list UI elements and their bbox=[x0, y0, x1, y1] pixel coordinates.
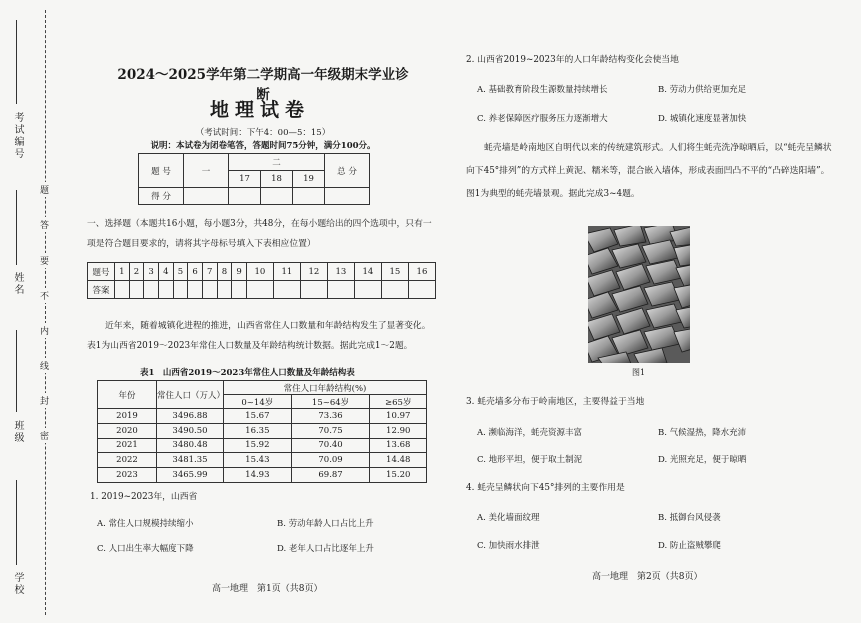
t1-cell: 2021 bbox=[98, 438, 157, 453]
t1-cell: 13.68 bbox=[370, 438, 427, 453]
answer-cell[interactable] bbox=[173, 281, 188, 299]
answer-cell[interactable] bbox=[115, 281, 130, 299]
q2-option-c[interactable]: C. 养老保障医疗服务压力逐渐增大 bbox=[477, 114, 608, 124]
answer-num: 13 bbox=[327, 263, 354, 281]
school-line bbox=[16, 480, 17, 565]
q1-option-a[interactable]: A. 常住人口规模持续缩小 bbox=[97, 519, 194, 529]
answer-cell[interactable] bbox=[381, 281, 408, 299]
answer-num: 10 bbox=[246, 263, 273, 281]
score-h-total: 总 分 bbox=[325, 154, 370, 188]
t1-cell: 3481.35 bbox=[157, 453, 224, 468]
seal-char-5: 内 bbox=[40, 323, 49, 338]
passage-2: 蚝壳墙是岭南地区自明代以来的传统建筑形式。人们将生蚝壳洗净晾晒后，以“蚝壳呈鳞状向下45°排列”的方式样上黄泥、糯米等，混合嵌入墙体，形成表面凹凸不平的“凸碎迭阳墙”。图1为典型的蚝壳墙景观。据此完成3~4题。 bbox=[466, 143, 832, 199]
answer-cell[interactable] bbox=[188, 281, 203, 299]
answer-num: 11 bbox=[273, 263, 300, 281]
answer-num: 8 bbox=[217, 263, 232, 281]
t1-cell: 3465.99 bbox=[157, 468, 224, 483]
answer-cell[interactable] bbox=[129, 281, 144, 299]
population-table bbox=[97, 380, 427, 483]
q1-option-b[interactable]: B. 劳动年龄人口占比上升 bbox=[277, 519, 374, 529]
t1-cell: 3490.50 bbox=[157, 423, 224, 438]
t1-h-col: 15~64岁 bbox=[291, 395, 370, 409]
passage-1: 近年来，随着城镇化进程的推进，山西省常住人口数量和年龄结构发生了显著变化。表1为山西省2019～2023年常住人口数量及年龄结构统计数据。据此完成1～2题。 bbox=[87, 321, 431, 351]
answer-cell[interactable] bbox=[354, 281, 381, 299]
binding-strip bbox=[0, 0, 60, 623]
exam-time: （考试时间：下午4：00—5：15） bbox=[195, 128, 331, 138]
t1-cell: 2022 bbox=[98, 453, 157, 468]
t1-cell: 3480.48 bbox=[157, 438, 224, 453]
t1-cell: 69.87 bbox=[291, 468, 370, 483]
page-footer-2: 高一地理 第2页（共8页） bbox=[592, 572, 703, 582]
binding-dashed-line bbox=[45, 10, 46, 615]
t1-cell: 70.75 bbox=[291, 423, 370, 438]
answer-num: 1 bbox=[115, 263, 130, 281]
q2-option-d[interactable]: D. 城镇化速度显著加快 bbox=[658, 114, 747, 124]
q2-stem: 2. 山西省2019~2023年的人口年龄结构变化会使当地 bbox=[466, 55, 679, 65]
q3-option-d[interactable]: D. 光照充足，便于晾晒 bbox=[658, 455, 747, 465]
exam-note: 说明：本试卷为闭卷笔答，答题时间75分钟，满分100分。 bbox=[150, 141, 376, 151]
t1-cell: 15.92 bbox=[224, 438, 292, 453]
answer-num: 7 bbox=[202, 263, 217, 281]
score-cell[interactable] bbox=[184, 188, 229, 205]
answer-cell[interactable] bbox=[158, 281, 173, 299]
answer-cell[interactable] bbox=[232, 281, 247, 299]
t1-cell: 73.36 bbox=[291, 409, 370, 424]
q1-stem: 1. 2019~2023年，山西省 bbox=[90, 492, 198, 502]
seal-char-4: 不 bbox=[40, 288, 49, 303]
seal-char-7: 封 bbox=[40, 393, 49, 408]
t1-cell: 15.43 bbox=[224, 453, 292, 468]
seal-char-6: 线 bbox=[40, 358, 49, 373]
t1-cell: 2019 bbox=[98, 409, 157, 424]
table-row bbox=[98, 438, 427, 453]
table1-caption: 表1 山西省2019～2023年常住人口数量及年龄结构表 bbox=[140, 368, 355, 378]
table-row bbox=[98, 453, 427, 468]
class-line bbox=[16, 330, 17, 412]
table-row bbox=[98, 423, 427, 438]
t1-cell: 2020 bbox=[98, 423, 157, 438]
table-row bbox=[98, 468, 427, 483]
t1-cell: 10.97 bbox=[370, 409, 427, 424]
subject-title: 地理试卷 bbox=[209, 99, 310, 121]
t1-cell: 2023 bbox=[98, 468, 157, 483]
q3-option-c[interactable]: C. 地形平坦，便于取土制泥 bbox=[477, 455, 583, 465]
score-h-part1: 一 bbox=[184, 154, 229, 188]
answer-cell[interactable] bbox=[327, 281, 354, 299]
t1-cell: 70.09 bbox=[291, 453, 370, 468]
answer-cell[interactable] bbox=[300, 281, 327, 299]
q3-option-b[interactable]: B. 气候湿热，降水充沛 bbox=[658, 428, 747, 438]
oyster-shell-wall-photo bbox=[588, 226, 690, 363]
q2-option-a[interactable]: A. 基础教育阶段生源数量持续增长 bbox=[477, 85, 608, 95]
q1-option-c[interactable]: C. 人口出生率大幅度下降 bbox=[97, 544, 194, 554]
q2-option-b[interactable]: B. 劳动力供给更加充足 bbox=[658, 85, 747, 95]
answer-num: 9 bbox=[232, 263, 247, 281]
q1-option-d[interactable]: D. 老年人口占比逐年上升 bbox=[277, 544, 374, 554]
t1-h-pop: 常住人口（万人） bbox=[157, 381, 224, 409]
q4-option-a[interactable]: A. 美化墙面纹理 bbox=[477, 513, 540, 523]
t1-h-year: 年份 bbox=[98, 381, 157, 409]
figure1-label: 图1 bbox=[632, 368, 646, 377]
seal-char-8: 密 bbox=[40, 428, 49, 443]
t1-cell: 14.93 bbox=[224, 468, 292, 483]
score-sub-19: 19 bbox=[293, 171, 325, 188]
score-sub-18: 18 bbox=[261, 171, 293, 188]
seal-char-2: 答 bbox=[40, 217, 49, 232]
score-h-part2: 二 bbox=[229, 154, 325, 171]
answer-num: 15 bbox=[381, 263, 408, 281]
t1-h-col: ≥65岁 bbox=[370, 395, 427, 409]
answer-num: 6 bbox=[188, 263, 203, 281]
table-row bbox=[98, 409, 427, 424]
t1-cell: 14.48 bbox=[370, 453, 427, 468]
t1-cell: 15.20 bbox=[370, 468, 427, 483]
score-table bbox=[138, 153, 370, 205]
answer-table bbox=[87, 262, 436, 299]
label-name: 姓名 bbox=[12, 272, 23, 296]
exam-number-line bbox=[16, 20, 17, 104]
t1-h-struct: 常住人口年龄结构(%) bbox=[224, 381, 427, 395]
answer-cell[interactable] bbox=[273, 281, 300, 299]
seal-char-1: 题 bbox=[40, 182, 49, 197]
t1-cell: 70.40 bbox=[291, 438, 370, 453]
q3-stem: 3. 蚝壳墙多分布于岭南地区，主要得益于当地 bbox=[466, 397, 645, 407]
q4-option-c[interactable]: C. 加快雨水排泄 bbox=[477, 541, 540, 551]
t1-h-col: 0~14岁 bbox=[224, 395, 292, 409]
answer-cell[interactable] bbox=[217, 281, 232, 299]
answer-num: 14 bbox=[354, 263, 381, 281]
label-exam-number: 考试编号 bbox=[12, 112, 23, 160]
t1-cell: 16.35 bbox=[224, 423, 292, 438]
answer-row-label: 答案 bbox=[88, 281, 115, 299]
q4-option-b[interactable]: B. 抵御台风侵袭 bbox=[658, 513, 721, 523]
t1-cell: 15.67 bbox=[224, 409, 292, 424]
score-sub-17: 17 bbox=[229, 171, 261, 188]
score-cell[interactable] bbox=[293, 188, 325, 205]
score-cell[interactable] bbox=[261, 188, 293, 205]
score-h-number: 题 号 bbox=[139, 154, 184, 188]
score-cell[interactable] bbox=[229, 188, 261, 205]
q4-stem: 4. 蚝壳呈鳞状向下45°排列的主要作用是 bbox=[466, 483, 625, 493]
t1-cell: 12.90 bbox=[370, 423, 427, 438]
answer-num: 12 bbox=[300, 263, 327, 281]
seal-char-3: 要 bbox=[40, 253, 49, 268]
page-footer-1: 高一地理 第1页（共8页） bbox=[212, 584, 323, 594]
answer-cell[interactable] bbox=[246, 281, 273, 299]
score-row-label: 得 分 bbox=[139, 188, 184, 205]
q3-option-a[interactable]: A. 濒临海洋，蚝壳资源丰富 bbox=[477, 428, 583, 438]
q4-option-d[interactable]: D. 防止盗贼攀爬 bbox=[658, 541, 721, 551]
answer-num: 4 bbox=[158, 263, 173, 281]
answer-cell[interactable] bbox=[144, 281, 159, 299]
label-school: 学校 bbox=[12, 572, 23, 596]
answer-num: 5 bbox=[173, 263, 188, 281]
answer-head-label: 题号 bbox=[88, 263, 115, 281]
exam-title: 2024～2025学年第二学期高一年级期末学业诊断 bbox=[117, 67, 409, 103]
name-line bbox=[16, 190, 17, 265]
answer-num: 2 bbox=[129, 263, 144, 281]
answer-cell[interactable] bbox=[408, 281, 435, 299]
label-class: 班级 bbox=[12, 420, 23, 444]
section1-instructions: 一、选择题（本题共16小题，每小题3分，共48分，在每小题给出的四个选项中，只有一项是符合题目要求的，请将其字母标号填入下表相应位置） bbox=[87, 219, 432, 249]
score-cell[interactable] bbox=[325, 188, 370, 205]
answer-num: 16 bbox=[408, 263, 435, 281]
answer-num: 3 bbox=[144, 263, 159, 281]
answer-cell[interactable] bbox=[202, 281, 217, 299]
t1-cell: 3496.88 bbox=[157, 409, 224, 424]
